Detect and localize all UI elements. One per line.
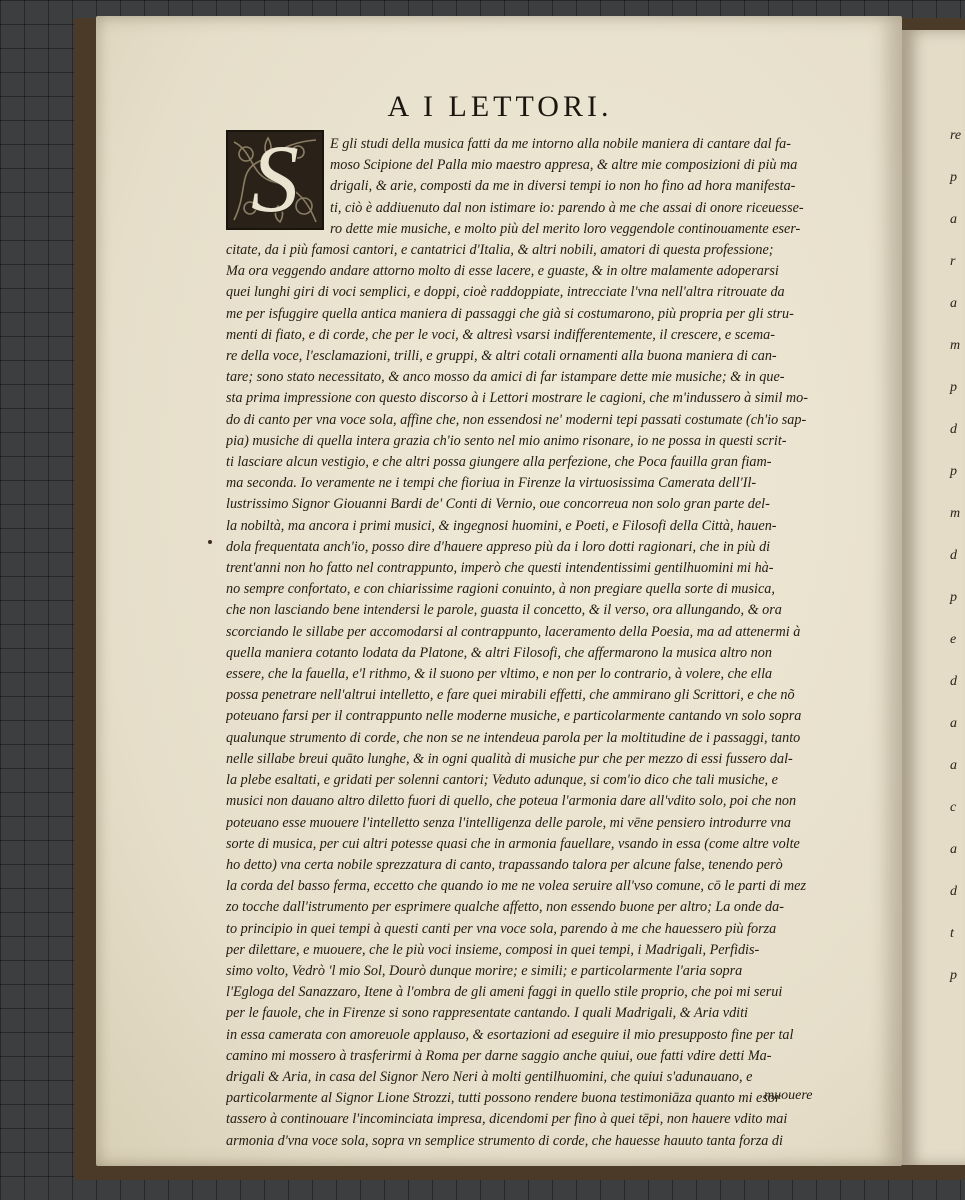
text-line: me per isfuggire quella antica maniera di passaggi che già si costumarono, più propria per gli stru- <box>226 305 794 322</box>
right-page-fragment: a <box>950 842 957 857</box>
text-line: trent'anni non ho fatto nel contrappunto, imperò che questi intendentissimi gentilhuomini mi hà- <box>226 560 774 577</box>
text-line: scorciando le sillabe per accomodarsi al contrappunto, laceramento della Poesia, ma ad attenermi à <box>226 623 801 640</box>
right-page-fragment: d <box>950 674 957 689</box>
right-page-fragment: d <box>950 548 957 563</box>
body-text <box>226 134 844 1152</box>
right-page-fragment: re <box>950 128 962 143</box>
text-line: pia) musiche di quella intera grazia ch'io sento nel mio animo risonare, io ne possa in questi scrit- <box>226 432 787 449</box>
text-line: E gli studi della musica fatti da me intorno alla nobile maniera di cantare dal fa- <box>330 136 791 152</box>
right-page-fragment: p <box>950 590 957 605</box>
right-page-fragment: c <box>950 800 957 815</box>
text-line: drigali, & arie, composti da me in diversi tempi io non ho fino ad hora manifesta- <box>330 178 796 195</box>
text-line: per le fauole, che in Firenze si sono rappresentate cantando. I quali Madrigali, & Aria vditi <box>226 1005 748 1022</box>
margin-mark <box>208 540 212 544</box>
text-line: nelle sillabe breui quāto lunghe, & in ogni qualità di musiche pur che per mezzo di essi fussero dal- <box>226 750 793 767</box>
text-line: tare; sono stato necessitato, & anco mosso da amici di far istampare dette mie musiche; & in que- <box>226 369 785 386</box>
text-line: qualunque strumento di corde, che non se ne intendeua parola per la moltitudine de i passaggi, tanto <box>226 729 801 746</box>
text-line: quei lunghi giri di voci semplici, e doppi, cioè raddoppiate, intrecciate l'vna nell'altra ritrouate da <box>226 284 785 301</box>
text-line: Ma ora veggendo andare attorno molto di esse lacere, e guaste, & in oltre malamente adoperarsi <box>226 263 779 280</box>
text-line: per dilettare, e muouere, che le più voci insieme, composi in quei tempi, i Madrigali, Perfidis- <box>226 941 760 958</box>
right-page-fragment: p <box>950 968 957 983</box>
right-page-fragment: a <box>950 296 957 311</box>
catchword: muouere <box>764 1088 813 1103</box>
text-line: la plebe esaltati, e gridati per solenni cantori; Veduto adunque, si com'io dico che tali musiche, e <box>226 772 778 789</box>
text-line: moso Scipione del Palla mio maestro appresa, & altre mie composizioni di più ma <box>330 157 798 174</box>
right-page-fragment: d <box>950 422 957 437</box>
text-line: tassero à continouare l'incominciata impresa, dicendomi per fino à quei tēpi, non hauere vdito mai <box>226 1111 788 1128</box>
text-line: la corda del basso ferma, eccetto che quando io me ne volea seruire all'vso comune, cō le parti di mez <box>226 878 806 895</box>
text-line: la nobiltà, ma ancora i primi musici, & ingegnosi huomini, e Poeti, e Filosofi della Città, hauen- <box>226 517 777 534</box>
text-line: sta prima impressione con questo discorso à i Lettori mostrare le cagioni, che m'indussero à simil mo- <box>226 390 808 407</box>
text-line: zo tocche dall'istrumento per esprimere qualche affetto, non essendo buone per altro; La onde da- <box>226 899 784 916</box>
right-page-fragment: m <box>950 506 961 521</box>
text-line: l'Egloga del Sanazzaro, Itene à l'ombra de gli ameni faggi in quello stile proprio, che poi mi serui <box>226 984 783 1001</box>
text-line: lustrissimo Signor Giouanni Bardi de' Conti di Vernio, oue concorreua non solo gran parte del- <box>226 496 770 513</box>
text-line: no sempre confortato, e con chiarissime ragioni conuinto, à non pregiare quella sorte di musica, <box>226 581 775 598</box>
text-line: sorte di musica, per cui altri potesse quasi che in armonia fauellare, vsando in essa (come altre volte <box>226 835 800 852</box>
text-line: particolarmente al Signor Lione Strozzi, tutti possono rendere buona testimoniāza quanto mi esor <box>226 1090 781 1107</box>
dropcap-letter: S <box>251 130 299 230</box>
text-line: re della voce, l'esclamazioni, trilli, e gruppi, & altri cotali ornamenti alla buona maniera di can- <box>226 348 777 365</box>
text-line: possa penetrare nell'altrui intelletto, e fare quei mirabili effetti, che ammirano gli Scrittori, e che nõ <box>226 687 795 704</box>
text-line: poteuano farsi per il contrappunto nelle moderne musiche, e particolarmente cantando vn solo sopra <box>226 708 802 725</box>
text-line: quella maniera cotanto lodata da Platone, & altri Filosofi, che affermarono la musica altro non <box>226 644 772 661</box>
text-line: camino mi mossero à trasferirmi à Roma per darne saggio anche quiui, oue fatti vdire detti Ma- <box>226 1047 772 1064</box>
right-page-fragment: d <box>950 884 957 899</box>
text-line: dola frequentata anch'io, posso dire d'hauere appreso più da i loro dotti ragionari, che in più di <box>226 538 771 555</box>
right-page-fragment: p <box>950 464 957 479</box>
text-line: che non lasciando bene intendersi le parole, guasta il concetto, & il verso, ora allungando, & ora <box>226 602 782 619</box>
text-line: essere, che la fauella, e'l rithmo, & il suono per vltimo, e non per lo contrario, à volere, che ella <box>226 666 773 683</box>
page-heading: A I LETTORI. <box>387 90 613 123</box>
text-line: ho detto) vna certa nobile sprezzatura di canto, trapassando talora per alcune false, tenendo però <box>226 856 783 873</box>
text-line: ti, ciò è addiuenuto dal non istimare io: parendo à me che assai di onore riceuesse- <box>330 199 804 216</box>
text-line: armonia d'vna voce sola, sopra vn semplice strumento di corde, che hauesse hauuto tanta forza di <box>226 1132 783 1149</box>
right-page-fragment: a <box>950 758 957 773</box>
text-line: menti di fiato, e di corde, che per le voci, & altresì vsarsi indifferentemente, il crescere, e scema- <box>226 326 775 343</box>
text-line: musici non dauano altro diletto fuori di quello, che poteua l'armonia dare all'vdito solo, poi che non <box>226 793 797 810</box>
right-page-fragment: p <box>950 380 957 395</box>
right-page-fragment: e <box>950 632 957 647</box>
right-page-fragment: a <box>950 212 957 227</box>
text-line: ti lasciare alcun vestigio, e che altri possa giungere alla perfezione, che Poca fauilla gran fiam- <box>226 454 772 471</box>
text-line: simo volto, Vedrò 'l mio Sol, Dourò dunque morire; e simili; e particolarmente l'aria sopra <box>226 962 743 979</box>
text-line: in essa camerata con amoreuole applauso, & esortazioni ad eseguire il mio presupposto fine per tal <box>226 1026 794 1043</box>
text-line: drigali & Aria, in casa del Signor Nero Neri à molti gentilhuomini, che quiui s'adunauano, e <box>226 1068 753 1085</box>
text-line: ma seconda. Io veramente ne i tempi che fioriua in Firenze la virtuosissima Camerata dell'Il- <box>226 475 757 492</box>
right-page-fragment: a <box>950 716 957 731</box>
right-page-fragment: t <box>950 926 954 941</box>
right-page-fragment: r <box>950 254 956 269</box>
right-page-fragment: m <box>950 338 961 353</box>
text-line: citate, da i più famosi cantori, e cantatrici d'Italia, & altri nobili, amatori di questa professione; <box>226 242 774 259</box>
text-line: to principio in quei tempi à questi canti per vna voce sola, parendo à me che hauessero più forza <box>226 920 777 937</box>
text-line: ro dette mie musiche, e molto più del merito loro veggendole continouamente eser- <box>330 220 801 237</box>
right-page-fragment: p <box>950 170 957 185</box>
text-line: do di canto per vna voce sola, affine che, non essendosi ne' moderni tepi passati costumate (ch'io sap- <box>226 411 807 428</box>
text-line: poteuano esse muouere l'intelletto senza l'intelligenza delle parole, mi vēne pensiero introdurre vna <box>226 814 791 831</box>
